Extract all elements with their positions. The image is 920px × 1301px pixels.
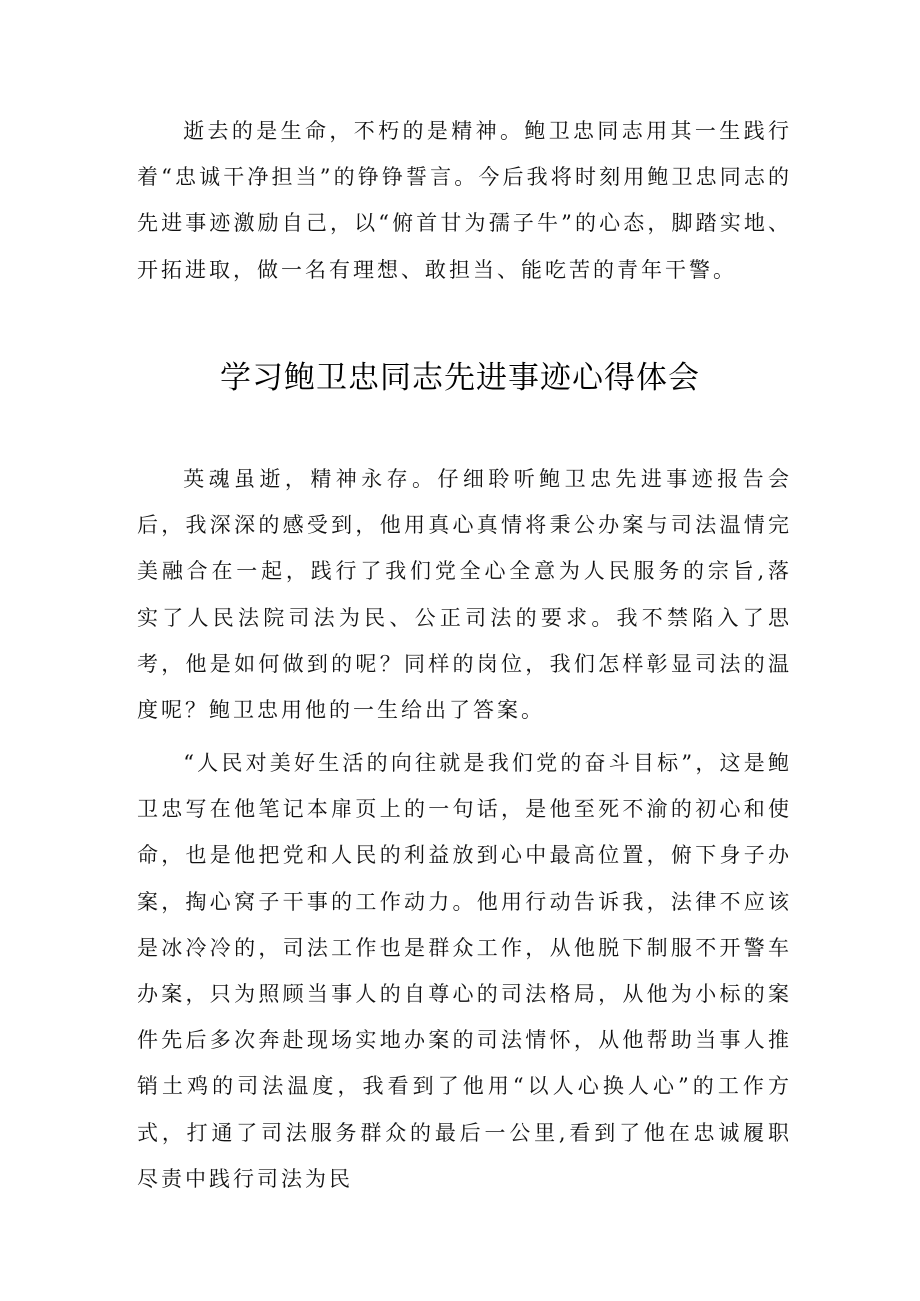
body-paragraph-2: “人民对美好生活的向往就是我们党的奋斗目标”，这是鲍卫忠写在他笔记本扉页上的一句话，是他至死不渝的初心和使命，也是他把党和人民的利益放到心中最高位置，俯下身子办案，掏心窝子干事的工作动力。他用行动告诉我，法律不应该是冰冷冷的，司法工作也是群众工作，从他脱下制服不开警车办案，只为照顾当事人的自尊心的司法格局，从他为小标的案件先后多次奔赴现场实地办案的司法情怀，从他帮助当事人推销土鸡的司法温度，我看到了他用“以人心换人心”的工作方式，打通了司法服务群众的最后一公里,看到了他在忠诚履职尽责中践行司法为民 xyxy=(137,751,792,1191)
document-title: 学习鲍卫忠同志先进事迹心得体会 xyxy=(220,360,700,396)
intro-paragraph: 逝去的是生命，不朽的是精神。鲍卫忠同志用其一生践行着“忠诚干净担当”的铮铮誓言。今后我将时刻用鲍卫忠同志的先进事迹激励自己，以“俯首甘为孺子牛”的心态，脚踏实地、开拓进取，做一名有理想、敢担当、能吃苦的青年干警。 xyxy=(137,119,792,282)
body-paragraph-1: 英魂虽逝，精神永存。仔细聆听鲍卫忠先进事迹报告会后，我深深的感受到，他用真心真情将秉公办案与司法温情完美融合在一起，践行了我们党全心全意为人民服务的宗旨,落实了人民法院司法为民、公正司法的要求。我不禁陷入了思考，他是如何做到的呢？同样的岗位，我们怎样彰显司法的温度呢？鲍卫忠用他的一生给出了答案。 xyxy=(137,467,792,723)
